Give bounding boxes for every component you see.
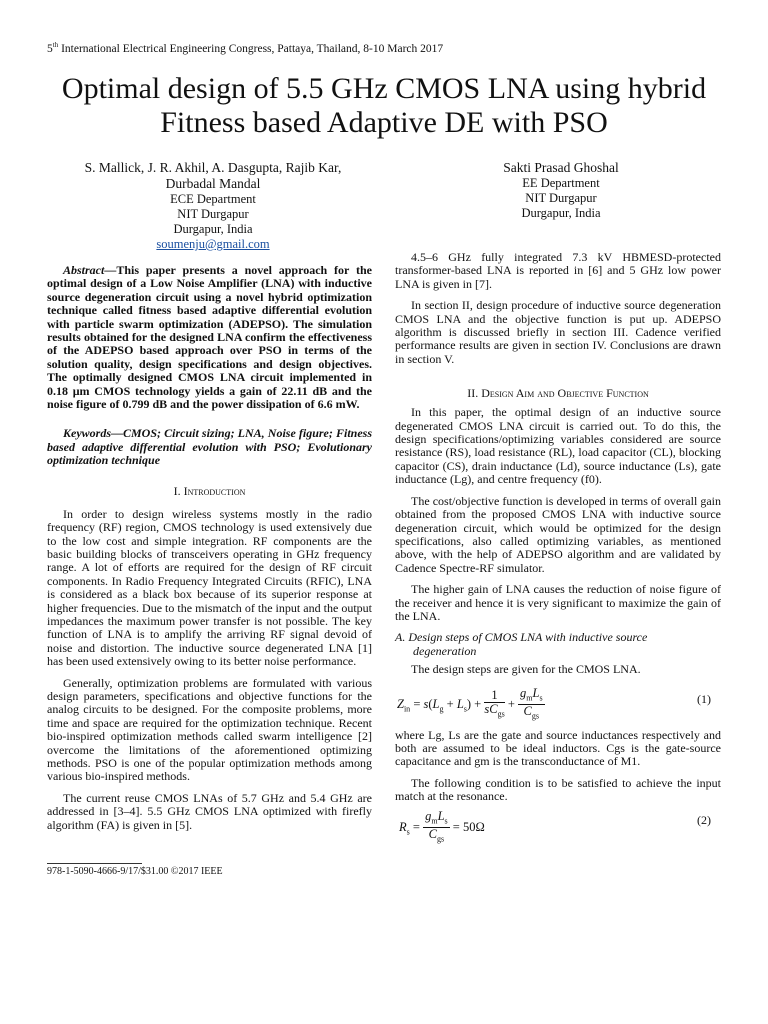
equation-1-body: $Z_{in} = s(L_g + L_s)$ + $\frac{1}{sC_{gs}}$ + $\frac{g_mL_s}{C_{gs}}$ bbox=[397, 685, 543, 721]
right-paragraph-3: In this paper, the optimal design of an inductive source degenerated CMOS LNA circuit is carried out. To do this, the design specifications/optimizing variables considered are source resistance (RS), load resistance (RL), load capacitor (CL), blocking capacitor (CS), drain inductance (Ld), source inductance (Ls), gate inductance (Lg), and centre frequency (f0). bbox=[395, 405, 721, 487]
author-email-link[interactable]: soumenju@gmail.com bbox=[156, 237, 270, 251]
conf-ordinal-sup: th bbox=[52, 41, 59, 49]
intro-paragraph-3: The current reuse CMOS LNAs of 5.7 GHz and 5.4 GHz are addressed in [3–4]. 5.5 GHz CMOS LNA optimized with firefly algorithm (FA) is given in [5]. bbox=[47, 790, 372, 832]
equation-2-body: $R_s$ = $\frac{g_mL_s}{C_{gs}}$ = 50Ω bbox=[399, 808, 485, 844]
author-inst: NIT Durgapur bbox=[177, 207, 249, 221]
conf-ordinal: 5 bbox=[47, 42, 53, 55]
author-dept: ECE Department bbox=[170, 192, 256, 206]
abstract-text: This paper presents a novel approach for the optimal design of a Low Noise Amplifier (LNA) with inductive source degeneration circuit using a novel hybrid optimization technique called fitness based adaptive differential evolution with particle swarm optimization (ADEPSO). The simulation results obtained for the designed LNA confirm the effectiveness of the ADEPSO based approach over PSO in terms of the solution quality, design specifications and design objectives. The optimally designed CMOS LNA circuit implemented in 0.18 μm CMOS technology yields a gain of 22.11 dB and the noise figure of 0.799 dB and the power dissipation of 6.6 mW. bbox=[47, 263, 372, 412]
keywords bbox=[47, 427, 372, 467]
equation-1 bbox=[395, 683, 721, 723]
keywords-label: Keywords— bbox=[63, 426, 123, 441]
equation-2-number: (2) bbox=[697, 812, 711, 827]
right-column bbox=[395, 251, 721, 844]
author-loc: Durgapur, India bbox=[173, 222, 253, 236]
paper-title bbox=[0, 72, 768, 140]
author-dept-right: EE Department bbox=[522, 176, 600, 190]
authors-left bbox=[47, 160, 379, 252]
authors-right bbox=[395, 160, 727, 221]
author-loc-right: Durgapur, India bbox=[521, 206, 601, 220]
abstract bbox=[47, 264, 372, 411]
author-name-right: Sakti Prasad Ghoshal bbox=[503, 160, 619, 175]
equation-1-number: (1) bbox=[697, 691, 711, 706]
author-inst-right: NIT Durgapur bbox=[525, 191, 597, 205]
keywords-text: CMOS; Circuit sizing; LNA, Noise figure; Fitness based adaptive differential evolution with PSO; Evolutionary optimization technique bbox=[47, 426, 372, 468]
footnote-divider bbox=[47, 863, 142, 864]
title-line-1: Optimal design of 5.5 GHz CMOS LNA using hybrid bbox=[61, 72, 707, 105]
copyright-footer: 978-1-5090-4666-9/17/$31.00 ©2017 IEEE bbox=[47, 866, 223, 877]
intro-paragraph-2: Generally, optimization problems are formulated with various design parameters, specifications and objective functions for the analog circuits to be designed. For the composite problems, more time and space are required for the optimization technique. Recent bio-inspired optimization methods called swarm intelligence [2] overcome the limitations of the aforementioned optimizing methods. PSO is one of the popular optimization methods among various bio-inspired methods. bbox=[47, 675, 372, 784]
subsection-a-line-2: degeneration bbox=[413, 643, 477, 658]
right-paragraph-5: The higher gain of LNA causes the reduction of noise figure of the receiver and hence it is very significant to maximize the gain of the LNA. bbox=[395, 582, 721, 623]
author-names-2: Durbadal Mandal bbox=[165, 176, 261, 191]
conference-header bbox=[47, 41, 443, 55]
section-heading-introduction: I. Introduction bbox=[173, 483, 246, 498]
section-heading-design-aim: II. Design Aim and Objective Function bbox=[467, 386, 649, 401]
left-column bbox=[47, 264, 372, 832]
subsection-a-heading bbox=[395, 631, 721, 658]
right-paragraph-8: The following condition is to be satisfied to achieve the input match at the resonance. bbox=[395, 775, 721, 804]
right-paragraph-6: The design steps are given for the CMOS LNA. bbox=[411, 662, 641, 677]
right-paragraph-4: The cost/objective function is developed in terms of overall gain obtained from the proposed CMOS LNA with inductive source degeneration circuit, which would be optimized for the design specifications, also called optimizing variables, as mentioned above, with the help of ADEPSO algorithm and are validated by Cadence Spectre-RF simulator. bbox=[395, 493, 721, 575]
conf-text: International Electrical Engineering Congress, Pattaya, Thailand, 8-10 March 2017 bbox=[58, 42, 444, 55]
abstract-label: Abstract— bbox=[63, 263, 117, 277]
title-line-2: Fitness based Adaptive DE with PSO bbox=[160, 106, 608, 139]
right-paragraph-7: where Lg, Ls are the gate and source inductances respectively and both are assumed to be ideal inductors. Cgs is the gate-source capacitance and gm is the transconductance of M1. bbox=[395, 727, 721, 769]
right-paragraph-2: In section II, design procedure of inductive source degeneration CMOS LNA and the objective function is put up. ADEPSO algorithm is discussed briefly in section III. Cadence verified performance results are given in section IV. Conclusions are drawn in section V. bbox=[395, 298, 721, 366]
equation-2 bbox=[395, 808, 721, 844]
author-names-1: S. Mallick, J. R. Akhil, A. Dasgupta, Rajib Kar, bbox=[84, 160, 342, 175]
subsection-a-line-1: A. Design steps of CMOS LNA with inductive source bbox=[395, 630, 648, 645]
intro-paragraph-1: In order to design wireless systems mostly in the radio frequency (RF) region, CMOS technology is used extensively due to the low cost and simple integration. RF components are the basic building blocks of transceivers operating in GHz frequency range. A lot of efforts are required for the design of RF circuit components. In Radio Frequency Integrated Circuits (RFIC), LNA is considered as a black box because of its superior response at higher frequencies. Due to the mismatch of the input and the output impedances the maximum power transfer is not possible. The key function of LNA is to amplify the arriving RF signal devoid of noise and distortion. The inductive source degenerated LNA [1] has been used extensively owing to its better noise performance. bbox=[47, 506, 372, 669]
right-paragraph-1: 4.5–6 GHz fully integrated 7.3 kV HBMESD-protected transformer-based LNA is reported in [6] and 5 GHz low power LNA is given in [7]. bbox=[395, 250, 721, 291]
